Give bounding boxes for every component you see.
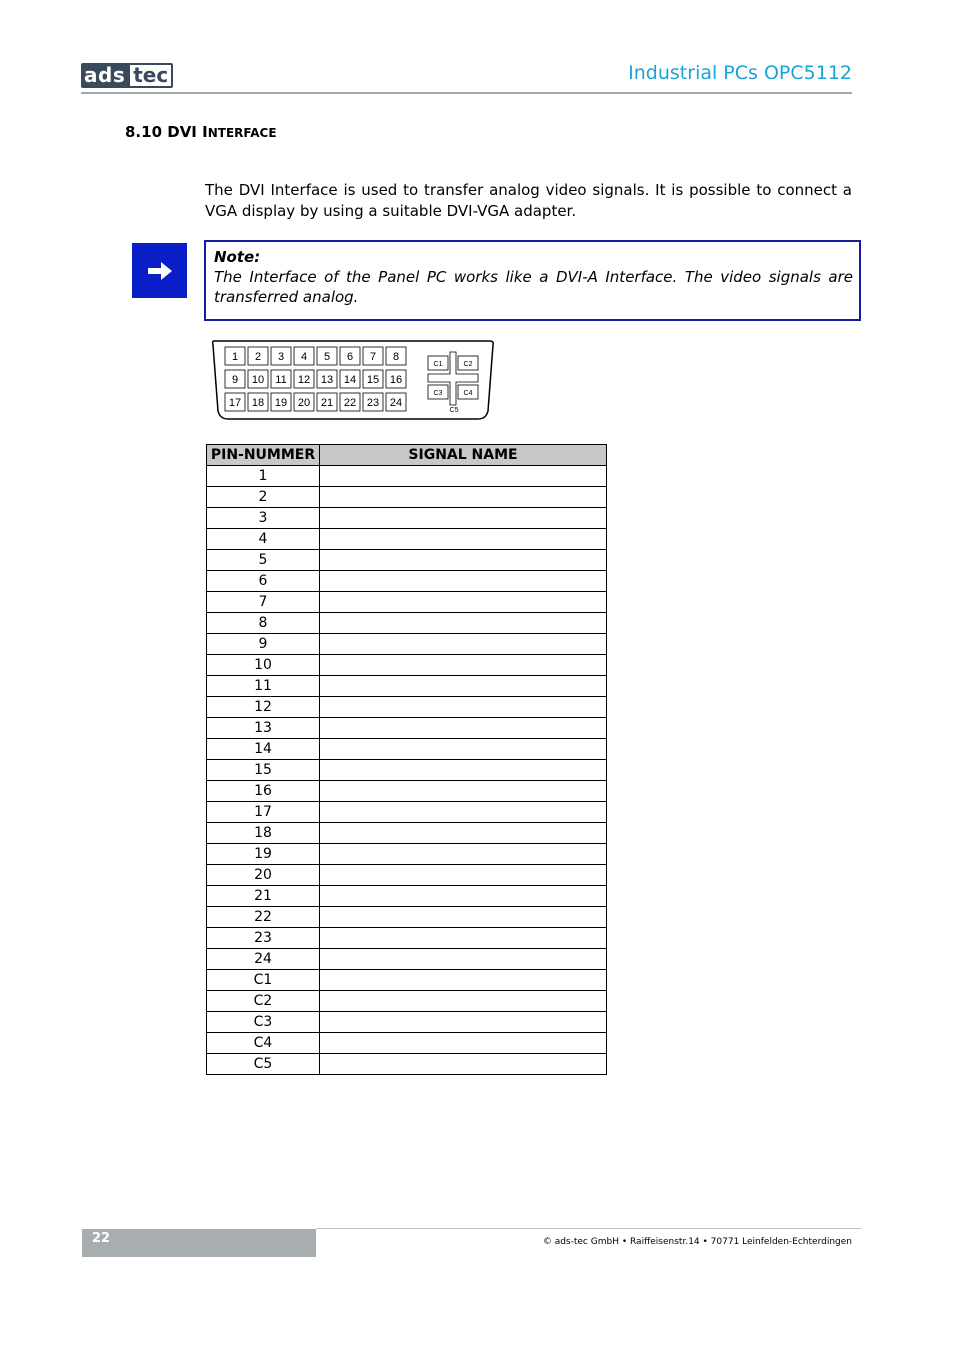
c-pin-label: C5 — [449, 407, 459, 414]
pin-number-cell: C5 — [207, 1054, 320, 1075]
intro-paragraph: The DVI Interface is used to transfer analog video signals. It is possible to connect a VGA display by using a suitable DVI-VGA adapter. — [205, 181, 852, 220]
section-title-word1: DVI — [167, 123, 197, 141]
pin-label: 19 — [274, 397, 288, 409]
table-row — [207, 718, 607, 739]
company-logo — [81, 63, 173, 88]
table-row — [207, 991, 607, 1012]
header-title: Industrial PCs OPC5112 — [628, 62, 852, 84]
pin-label: 3 — [277, 351, 285, 363]
signal-name-cell — [320, 823, 607, 844]
pin-label: 23 — [366, 397, 380, 409]
signal-name-cell — [320, 781, 607, 802]
table-row — [207, 1054, 607, 1075]
pin-label: 4 — [300, 351, 308, 363]
signal-name-cell — [320, 697, 607, 718]
table-row — [207, 949, 607, 970]
pin-number-cell: C1 — [207, 970, 320, 991]
pin-number-cell: C4 — [207, 1033, 320, 1054]
pin-table — [206, 444, 607, 1075]
pin-number-cell: 23 — [207, 928, 320, 949]
pin-number-cell: 21 — [207, 886, 320, 907]
pin-label: 14 — [343, 374, 357, 386]
table-row — [207, 697, 607, 718]
pin-label: 13 — [320, 374, 334, 386]
signal-name-cell — [320, 760, 607, 781]
pin-label: 11 — [275, 374, 287, 386]
table-row — [207, 613, 607, 634]
pin-number-cell: 18 — [207, 823, 320, 844]
pin-label: 7 — [369, 351, 377, 363]
pin-label: 5 — [323, 351, 331, 363]
footer-copyright: © ads-tec GmbH • Raiffeisenstr.14 • 70771 Leinfelden-Echterdingen — [542, 1237, 852, 1247]
signal-name-cell — [320, 634, 607, 655]
logo-tec: tec — [128, 63, 173, 88]
pin-label: 16 — [389, 374, 403, 386]
table-row — [207, 676, 607, 697]
pin-label: 2 — [254, 351, 262, 363]
pin-number-cell: 10 — [207, 655, 320, 676]
c-pin-label: C2 — [463, 361, 473, 368]
signal-name-cell — [320, 928, 607, 949]
pin-label: 15 — [366, 374, 380, 386]
section-heading — [125, 123, 277, 141]
signal-name-cell — [320, 1033, 607, 1054]
table-row — [207, 970, 607, 991]
section-title-rest: NTERFACE — [207, 126, 277, 140]
signal-name-cell — [320, 676, 607, 697]
pin-number-cell: C2 — [207, 991, 320, 1012]
note-text: The Interface of the Panel PC works like a DVI-A Interface. The video signals are transferred analog. — [214, 268, 853, 306]
signal-name-cell — [320, 844, 607, 865]
pin-number-cell: 13 — [207, 718, 320, 739]
pin-number-cell: 20 — [207, 865, 320, 886]
pin-number-cell: 15 — [207, 760, 320, 781]
note-box — [204, 240, 861, 321]
pin-number-cell: 3 — [207, 508, 320, 529]
table-row — [207, 508, 607, 529]
signal-name-cell — [320, 991, 607, 1012]
pin-label: 1 — [231, 351, 239, 363]
page-number: 22 — [82, 1229, 316, 1257]
right-arrow-icon — [132, 243, 187, 298]
table-header-row — [207, 445, 607, 466]
pin-number-cell: 7 — [207, 592, 320, 613]
c-pin-label: C4 — [463, 390, 473, 397]
pin-label: 8 — [392, 351, 400, 363]
table-row — [207, 739, 607, 760]
table-row — [207, 844, 607, 865]
signal-name-cell — [320, 466, 607, 487]
signal-name-cell — [320, 592, 607, 613]
pin-number-cell: C3 — [207, 1012, 320, 1033]
pin-number-cell: 19 — [207, 844, 320, 865]
table-row — [207, 550, 607, 571]
signal-name-cell — [320, 487, 607, 508]
table-row — [207, 865, 607, 886]
table-row — [207, 634, 607, 655]
pin-number-cell: 2 — [207, 487, 320, 508]
table-row — [207, 466, 607, 487]
table-row — [207, 886, 607, 907]
pin-label: 18 — [251, 397, 265, 409]
pin-label: 22 — [343, 397, 357, 409]
section-title-initial: I — [202, 123, 208, 141]
signal-name-cell — [320, 865, 607, 886]
pin-number-cell: 14 — [207, 739, 320, 760]
table-row — [207, 571, 607, 592]
signal-name-cell — [320, 739, 607, 760]
pin-label: 20 — [297, 397, 311, 409]
header-divider — [81, 92, 852, 94]
signal-name-cell — [320, 907, 607, 928]
logo-ads: ads — [81, 63, 128, 88]
table-row — [207, 781, 607, 802]
table-row — [207, 760, 607, 781]
signal-name-cell — [320, 550, 607, 571]
table-row — [207, 655, 607, 676]
signal-name-cell — [320, 718, 607, 739]
signal-name-cell — [320, 529, 607, 550]
pin-number-cell: 5 — [207, 550, 320, 571]
pin-number-cell: 6 — [207, 571, 320, 592]
pin-label: 10 — [251, 374, 265, 386]
table-row — [207, 1012, 607, 1033]
pin-number-cell: 1 — [207, 466, 320, 487]
table-row — [207, 529, 607, 550]
pin-label: 24 — [389, 397, 403, 409]
table-row — [207, 907, 607, 928]
pin-number-cell: 16 — [207, 781, 320, 802]
pin-number-cell: 24 — [207, 949, 320, 970]
pin-number-cell: 17 — [207, 802, 320, 823]
signal-name-cell — [320, 886, 607, 907]
note-title: Note: — [214, 248, 261, 266]
pin-label: 9 — [231, 374, 239, 386]
pin-number-cell: 4 — [207, 529, 320, 550]
footer-divider — [316, 1228, 861, 1229]
section-number: 8.10 — [125, 123, 163, 141]
table-row — [207, 1033, 607, 1054]
signal-name-cell — [320, 508, 607, 529]
table-row — [207, 592, 607, 613]
signal-name-cell — [320, 949, 607, 970]
dvi-connector-diagram — [210, 339, 496, 423]
header-signal-name: SIGNAL NAME — [320, 445, 607, 466]
signal-name-cell — [320, 1012, 607, 1033]
signal-name-cell — [320, 655, 607, 676]
signal-name-cell — [320, 613, 607, 634]
pin-number-cell: 9 — [207, 634, 320, 655]
pin-label: 21 — [320, 397, 334, 409]
c-pin-label: C1 — [433, 361, 443, 368]
pin-label: 17 — [228, 397, 242, 409]
pin-label: 6 — [346, 351, 354, 363]
table-row — [207, 802, 607, 823]
pin-number-cell: 8 — [207, 613, 320, 634]
header-pin-number: PIN-NUMMER — [207, 445, 320, 466]
pin-number-cell: 22 — [207, 907, 320, 928]
pin-number-cell: 11 — [207, 676, 320, 697]
signal-name-cell — [320, 970, 607, 991]
signal-name-cell — [320, 1054, 607, 1075]
table-row — [207, 487, 607, 508]
table-row — [207, 823, 607, 844]
pin-label: 12 — [297, 374, 311, 386]
signal-name-cell — [320, 802, 607, 823]
c-pin-label: C3 — [433, 390, 443, 397]
signal-name-cell — [320, 571, 607, 592]
table-row — [207, 928, 607, 949]
pin-number-cell: 12 — [207, 697, 320, 718]
